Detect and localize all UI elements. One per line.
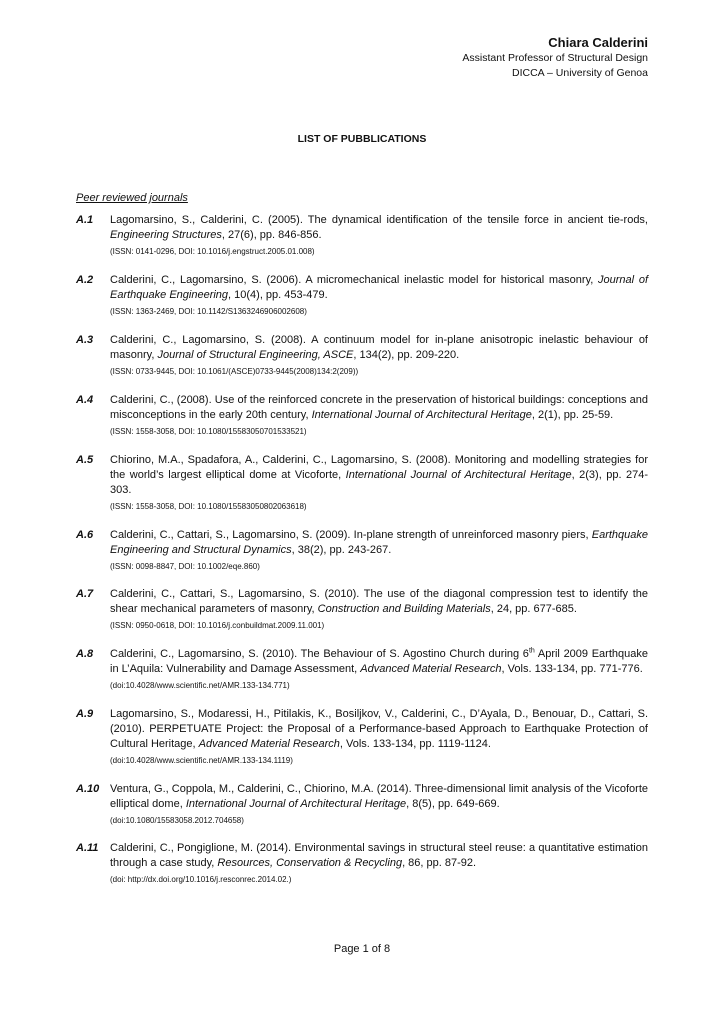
entry-identifier: (ISSN: 0141-0296, DOI: 10.1016/j.engstruct.2005.01.008) — [110, 247, 315, 256]
entry-citation: Calderini, C., (2008). Use of the reinforced concrete in the preservation of historical buildings: conceptions and misconceptions in the early 20th century, International Journal of Architectural Heritage, 2(1), pp. 25-59. — [110, 394, 648, 421]
entry-identifier: (doi: http://dx.doi.org/10.1016/j.resconrec.2014.02.) — [110, 875, 292, 884]
entry-citation: Calderini, C., Cattari, S., Lagomarsino, S. (2010). The use of the diagonal compression test to identify the shear mechanical parameters of masonry, Construction and Building Materials, 24, pp. 677-685. — [110, 588, 648, 615]
entry-label: A.7 — [76, 588, 94, 600]
publication-entry — [76, 782, 648, 826]
entry-citation: Calderini, C., Lagomarsino, S. (2006). A micromechanical inelastic model for historical masonry, Journal of Earthquake Engineering, 10(4), pp. 453-479. — [110, 274, 648, 301]
entry-label: A.1 — [76, 214, 94, 226]
publication-entry — [76, 333, 648, 377]
publication-entry — [76, 841, 648, 885]
entry-label: A.9 — [76, 708, 94, 720]
entry-identifier: (doi:10.1080/15583058.2012.704658) — [110, 816, 244, 825]
publication-entry — [76, 587, 648, 631]
page-title: LIST OF PUBBLICATIONS — [297, 133, 427, 145]
author-affiliation: DICCA – University of Genoa — [512, 66, 648, 79]
entry-identifier: (ISSN: 0098-8847, DOI: 10.1002/eqe.860) — [110, 562, 260, 571]
publication-entry — [76, 528, 648, 572]
entry-label: A.3 — [76, 334, 94, 346]
author-header — [462, 34, 648, 80]
entry-label: A.6 — [76, 529, 94, 541]
entry-label: A.5 — [76, 454, 94, 466]
publication-entry — [76, 453, 648, 512]
entry-identifier: (ISSN: 1558-3058, DOI: 10.1080/15583050701533521) — [110, 427, 307, 436]
entry-identifier: (ISSN: 1558-3058, DOI: 10.1080/15583050802063618) — [110, 502, 307, 511]
entry-citation: Chiorino, M.A., Spadafora, A., Calderini, C., Lagomarsino, S. (2008). Monitoring and modelling strategies for the world’s largest elliptical dome at Vicoforte, International Journal of Architectural Heritage, 2(3), pp. 274-303. — [110, 454, 648, 496]
entry-citation: Calderini, C., Lagomarsino, S. (2010). The Behaviour of S. Agostino Church during 6th April 2009 Earthquake in L’Aquila: Vulnerability and Damage Assessment, Advanced Material Research, Vols. 133-134, pp. 771-776. — [110, 647, 648, 675]
entry-label: A.2 — [76, 274, 94, 286]
entry-identifier: (doi:10.4028/www.scientific.net/AMR.133-134.771) — [110, 681, 290, 690]
entry-label: A.8 — [76, 648, 94, 660]
page-number: Page 1 of 8 — [333, 943, 391, 955]
publication-entry — [76, 213, 648, 257]
entry-identifier: (ISSN: 0950-0618, DOI: 10.1016/j.conbuildmat.2009.11.001) — [110, 621, 325, 630]
entry-identifier: (doi:10.4028/www.scientific.net/AMR.133-134.1119) — [110, 756, 293, 765]
entry-identifier: (ISSN: 0733-9445, DOI: 10.1061/(ASCE)0733-9445(2008)134:2(209)) — [110, 367, 359, 376]
entry-citation: Lagomarsino, S., Calderini, C. (2005). The dynamical identification of the tensile force in ancient tie-rods, Engineering Structures, 27(6), pp. 846-856. — [110, 214, 648, 241]
entry-citation: Calderini, C., Lagomarsino, S. (2008). A continuum model for in-plane anisotropic inelastic behaviour of masonry, Journal of Structural Engineering, ASCE, 134(2), pp. 209-220. — [110, 334, 648, 361]
entry-citation: Calderini, C., Pongiglione, M. (2014). Environmental savings in structural steel reuse: a quantitative estimation through a case study, Resources, Conservation & Recycling, 86, pp. 87-92. — [110, 842, 648, 869]
entry-citation: Lagomarsino, S., Modaressi, H., Pitilakis, K., Bosiljkov, V., Calderini, C., D’Ayala, D., Benouar, D., Cattari, S. (2010). PERPETUATE Project: the Proposal of a Performance-based Approach to Earthquake Protection of Cultural Heritage, Advanced Material Research, Vols. 133-134, pp. 1119-1124. — [110, 708, 648, 750]
entry-identifier: (ISSN: 1363-2469, DOI: 10.1142/S1363246906002608) — [110, 307, 307, 316]
author-position: Assistant Professor of Structural Design — [462, 52, 648, 64]
author-name: Chiara Calderini — [548, 35, 648, 50]
entry-citation: Ventura, G., Coppola, M., Calderini, C., Chiorino, M.A. (2014). Three-dimensional limit analysis of the Vicoforte elliptical dome, International Journal of Architectural Heritage, 8(5), pp. 649-669. — [110, 783, 648, 810]
entry-label: A.4 — [76, 394, 94, 406]
entry-citation: Calderini, C., Cattari, S., Lagomarsino, S. (2009). In-plane strength of unreinforced masonry piers, Earthquake Engineering and Structural Dynamics, 38(2), pp. 243-267. — [110, 529, 648, 556]
publication-entry — [76, 273, 648, 317]
section-heading: Peer reviewed journals — [76, 192, 188, 204]
entry-label: A.10 — [76, 783, 100, 795]
entry-label: A.11 — [76, 842, 99, 854]
publication-entry — [76, 647, 648, 691]
publication-entry — [76, 707, 648, 766]
publication-entry — [76, 393, 648, 437]
